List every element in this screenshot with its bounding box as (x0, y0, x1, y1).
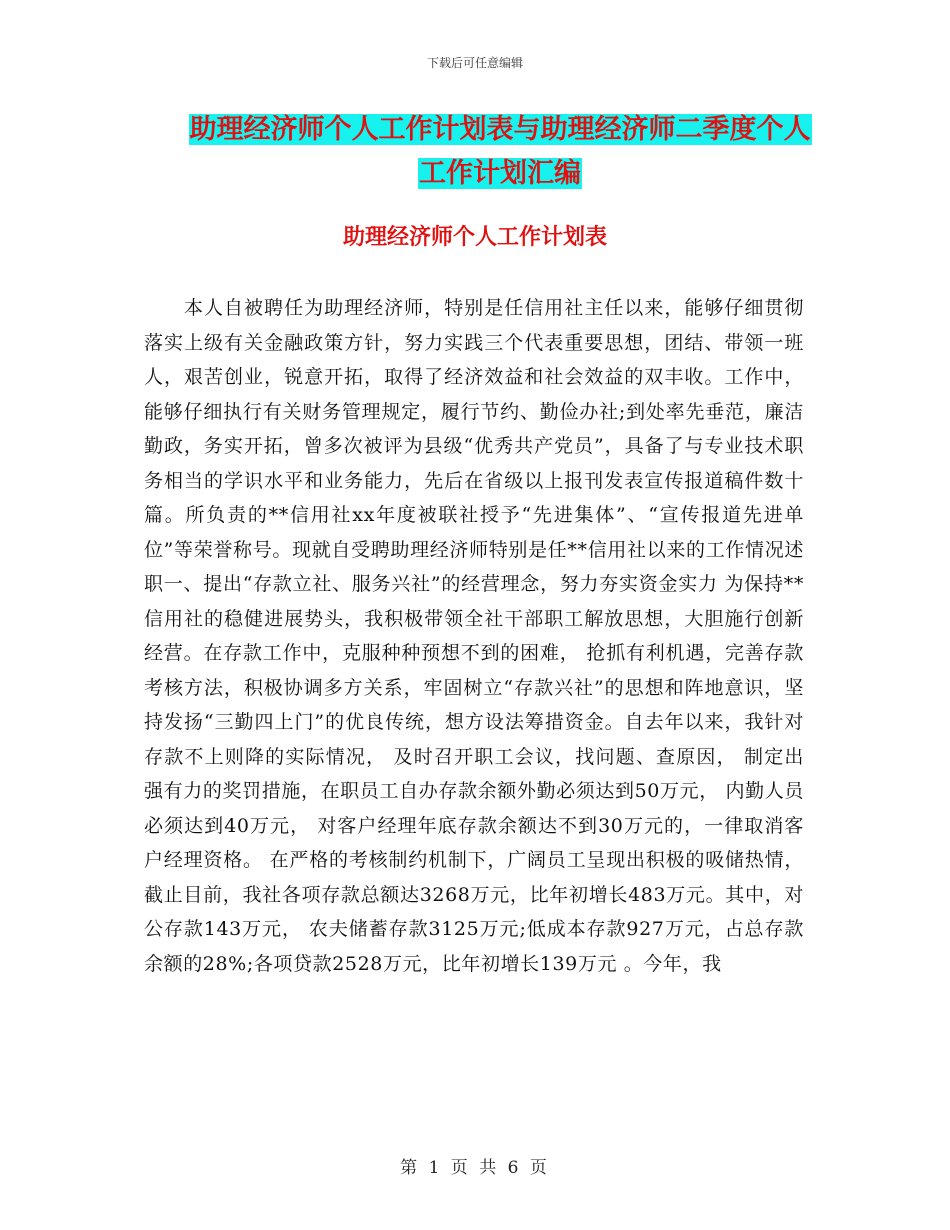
main-title-line-1: 助理经济师个人工作计划表与助理经济师二季度个人 (189, 114, 811, 145)
page-header-note: 下载后可任意编辑 (426, 56, 523, 70)
body-paragraph: 本人自被聘任为助理经济师，特别是任信用社主任以来，能够仔细贯彻落实上级有关金融政策方针，努力实践三个代表重要思想，团结、带领一班人，艰苦创业，锐意开拓，取得了经济效益和社会效益的双丰收。工作中，能够仔细执行有关财务管理规定，履行节约、勤俭办社;到处率先垂范，廉洁勤政，务实开拓，曾多次被评为县级“优秀共产党员”，具备了与专业技术职务相当的学识水平和业务能力，先后在省级以上报刊发表宣传报道稿件数十篇。所负责的**信用社xx年度被联社授予“先进集体”、“宣传报道先进单位”等荣誉称号。现就自受聘助理经济师特别是任**信用社以来的工作情况述职一、提出“存款立社、服务兴社”的经营理念，努力夯实资金实力 为保持**信用社的稳健进展势头，我积极带领全社干部职工解放思想，大胆施行创新经营。在存款工作中，克服种种预想不到的困难， 抢抓有利机遇，完善存款考核方法，积极协调多方关系，牢固树立“存款兴社”的思想和阵地意识，坚持发扬“三勤四上门”的优良传统，想方设法筹措资金。自去年以来，我针对存款不上则降的实际情况， 及时召开职工会议，找问题、查原因， 制定出强有力的奖罚措施，在职员工自办存款余额外勤必须达到50万元， 内勤人员必须达到40万元， 对客户经理年底存款余额达不到30万元的，一律取消客户经理资格。 在严格的考核制约机制下，广阔员工呈现出积极的吸储热情，截止目前，我社各项存款总额达3268万元，比年初增长483万元。其中，对公存款143万元， 农夫储蓄存款3125万元;低成本存款927万元，占总存款余额的28%;各项贷款2528万元，比年初增长139万元 。今年，我 (144, 297, 804, 975)
page-number-footer: 第 1 页 共 6 页 (400, 1158, 550, 1178)
section-title: 助理经济师个人工作计划表 (342, 225, 607, 250)
main-title-line-2: 工作计划汇编 (419, 158, 581, 189)
document-main-title (180, 108, 820, 196)
